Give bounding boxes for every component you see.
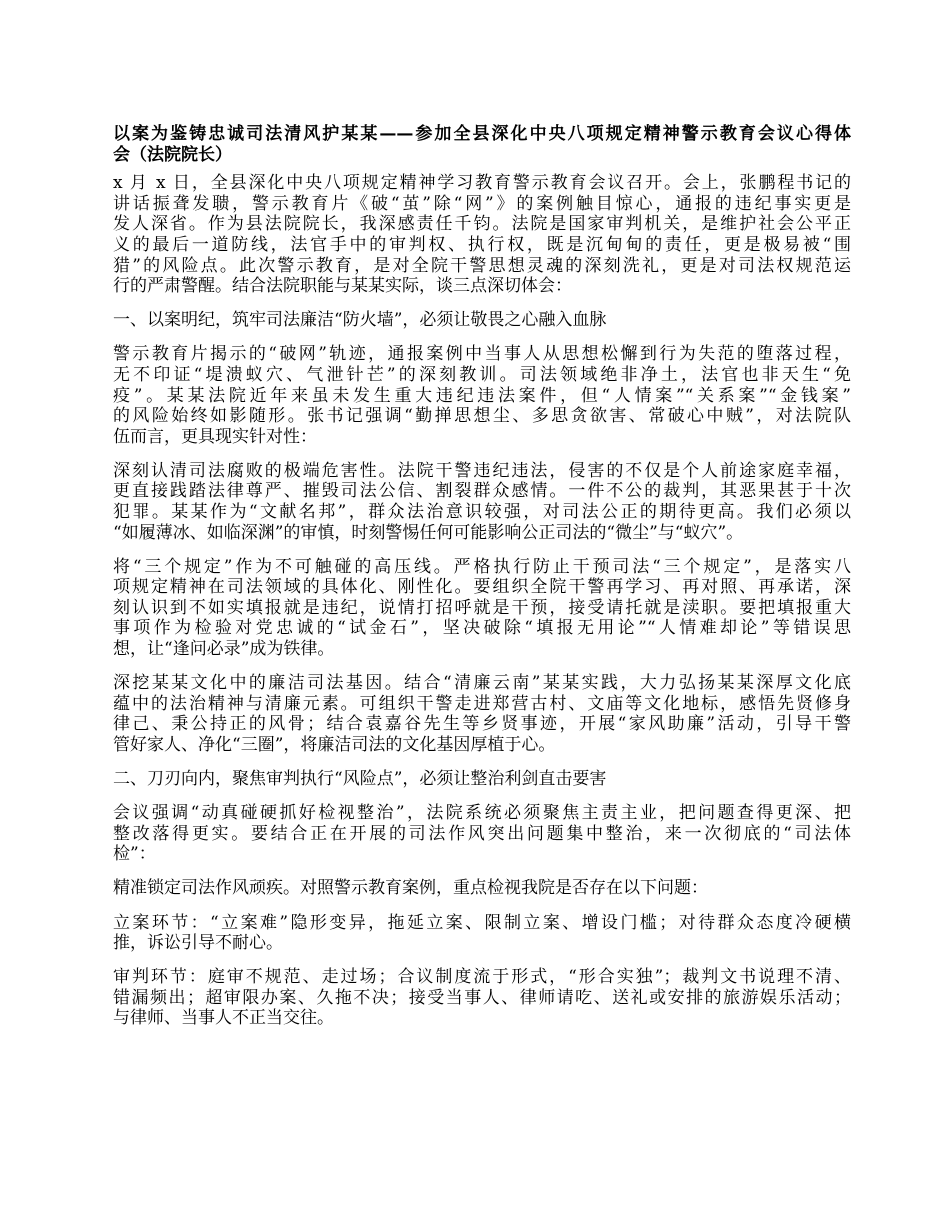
paragraph-line: 律己、秉公持正的风骨；结合袁嘉谷先生等乡贤事迹，开展“家风助廉”活动，引导干警 [113, 714, 851, 735]
paragraph-line: 会议强调“动真碰硬抓好检视整治”，法院系统必须聚焦主责主业，把问题查得更深、把 [113, 803, 851, 824]
paragraph-line: x 月 x 日，全县深化中央八项规定精神学习教育警示教育会议召开。会上，张鹏程书记的 [113, 173, 851, 194]
paragraph-line: 一、以案明纪，筑牢司法廉洁“防火墙”，必须让敬畏之心融入血脉 [113, 310, 607, 331]
paragraph [113, 173, 851, 297]
paragraph-line: 猎”的风险点。此次警示教育，是对全院干警思想灵魂的深刻洗礼，更是对司法权规范运 [113, 255, 851, 276]
paragraph [113, 967, 851, 1029]
paragraph [113, 769, 851, 790]
paragraph-line: 蕴中的法治精神与清廉元素。可组织干警走进郑营古村、文庙等文化地标，感悟先贤修身 [113, 693, 851, 714]
paragraph-line: 警示教育片揭示的“破网”轨迹，通报案例中当事人从思想松懈到行为失范的堕落过程， [113, 344, 851, 365]
paragraph-line: 与律师、当事人不正当交往。 [113, 1008, 334, 1029]
paragraph-line: 管好家人、净化“三圈”，将廉洁司法的文化基因厚植于心。 [113, 734, 556, 755]
paragraph [113, 913, 851, 954]
paragraph-line: 推，诉讼引导不耐心。 [113, 933, 283, 954]
paragraph [113, 803, 851, 865]
paragraph-line: 行的严肃警醒。结合法院职能与某某实际，谈三点深切体会： [113, 276, 572, 297]
paragraph-line: 想，让“逢问必录”成为铁律。 [113, 639, 335, 660]
paragraph [113, 344, 851, 447]
paragraph [113, 673, 851, 755]
paragraph [113, 310, 851, 331]
paragraph-line: 的风险始终如影随形。张书记强调“勤掸思想尘、多思贪欲害、常破心中贼”，对法院队 [113, 406, 851, 427]
paragraph-line: 义的最后一道防线，法官手中的审判权、执行权，既是沉甸甸的责任，更是极易被“围 [113, 234, 851, 255]
paragraph-line: 事项作为检验对党忠诚的“试金石”，坚决破除“填报无用论”“人情难却论”等错误思 [113, 618, 851, 639]
paragraph-line: 刻认识到不如实填报就是违纪，说情打招呼就是干预，接受请托就是渎职。要把填报重大 [113, 597, 851, 618]
paragraph-line: 深挖某某文化中的廉洁司法基因。结合“清廉云南”某某实践，大力弘扬某某深厚文化底 [113, 673, 851, 694]
document-body [113, 122, 851, 1042]
paragraph-line: 犯罪。某某作为“文献名邦”，群众法治意识较强，对司法公正的期待更高。我们必须以 [113, 502, 851, 522]
paragraph-line: 错漏频出；超审限办案、久拖不决；接受当事人、律师请吃、送礼或安排的旅游娱乐活动； [113, 987, 851, 1008]
paragraph-line: 更直接践踏法律尊严、摧毁司法公信、割裂群众感情。一件不公的裁判，其恶果甚于十次 [113, 481, 851, 502]
paragraph-line: 审判环节：庭审不规范、走过场；合议制度流于形式，“形合实独”；裁判文书说理不清、 [113, 967, 851, 988]
paragraph-line: 伍而言，更具现实针对性： [113, 426, 317, 447]
paragraph-line: 项规定精神在司法领域的具体化、刚性化。要组织全院干警再学习、再对照、再承诺，深 [113, 577, 851, 598]
paragraph-list [113, 173, 851, 1029]
document-title [113, 122, 851, 163]
paragraph-line: 将“三个规定”作为不可触碰的高压线。严格执行防止干预司法“三个规定”，是落实八 [113, 556, 851, 577]
paragraph-line: 整改落得更实。要结合正在开展的司法作风突出问题集中整治，来一次彻底的“司法体 [113, 823, 851, 844]
paragraph-line: 立案环节：“立案难”隐形变异，拖延立案、限制立案、增设门槛；对待群众态度冷硬横 [113, 912, 851, 933]
paragraph [113, 878, 851, 899]
paragraph-line: “如履薄冰、如临深渊”的审慎，时刻警惕任何可能影响公正司法的“微尘”与“蚁穴”。 [113, 522, 744, 543]
paragraph [113, 557, 851, 660]
title-line: 会（法院院长） [113, 144, 232, 165]
paragraph-line: 二、刀刃向内，聚焦审判执行“风险点”，必须让整治利剑直击要害 [113, 769, 607, 790]
paragraph-line: 检”： [113, 844, 156, 865]
paragraph [113, 461, 851, 543]
paragraph-line: 无不印证“堤溃蚁穴、气泄针芒”的深刻教训。司法领域绝非净土，法官也非天生“免 [113, 364, 851, 385]
paragraph-line: 发人深省。作为县法院院长，我深感责任千钧。法院是国家审判机关，是维护社会公平正 [113, 214, 851, 235]
paragraph-line: 疫”。某某法院近年来虽未发生重大违纪违法案件，但“人情案”“关系案”“金钱案” [113, 385, 851, 406]
paragraph-line: 深刻认清司法腐败的极端危害性。法院干警违纪违法，侵害的不仅是个人前途家庭幸福， [113, 460, 851, 481]
paragraph-line: 讲话振聋发聩，警示教育片《破“茧”除“网”》的案例触目惊心，通报的违纪事实更是 [113, 193, 851, 214]
paragraph-line: 精准锁定司法作风顽疾。对照警示教育案例，重点检视我院是否存在以下问题： [113, 878, 708, 899]
title-line: 以案为鉴铸忠诚司法清风护某某——参加全县深化中央八项规定精神警示教育会议心得体 [113, 124, 851, 144]
